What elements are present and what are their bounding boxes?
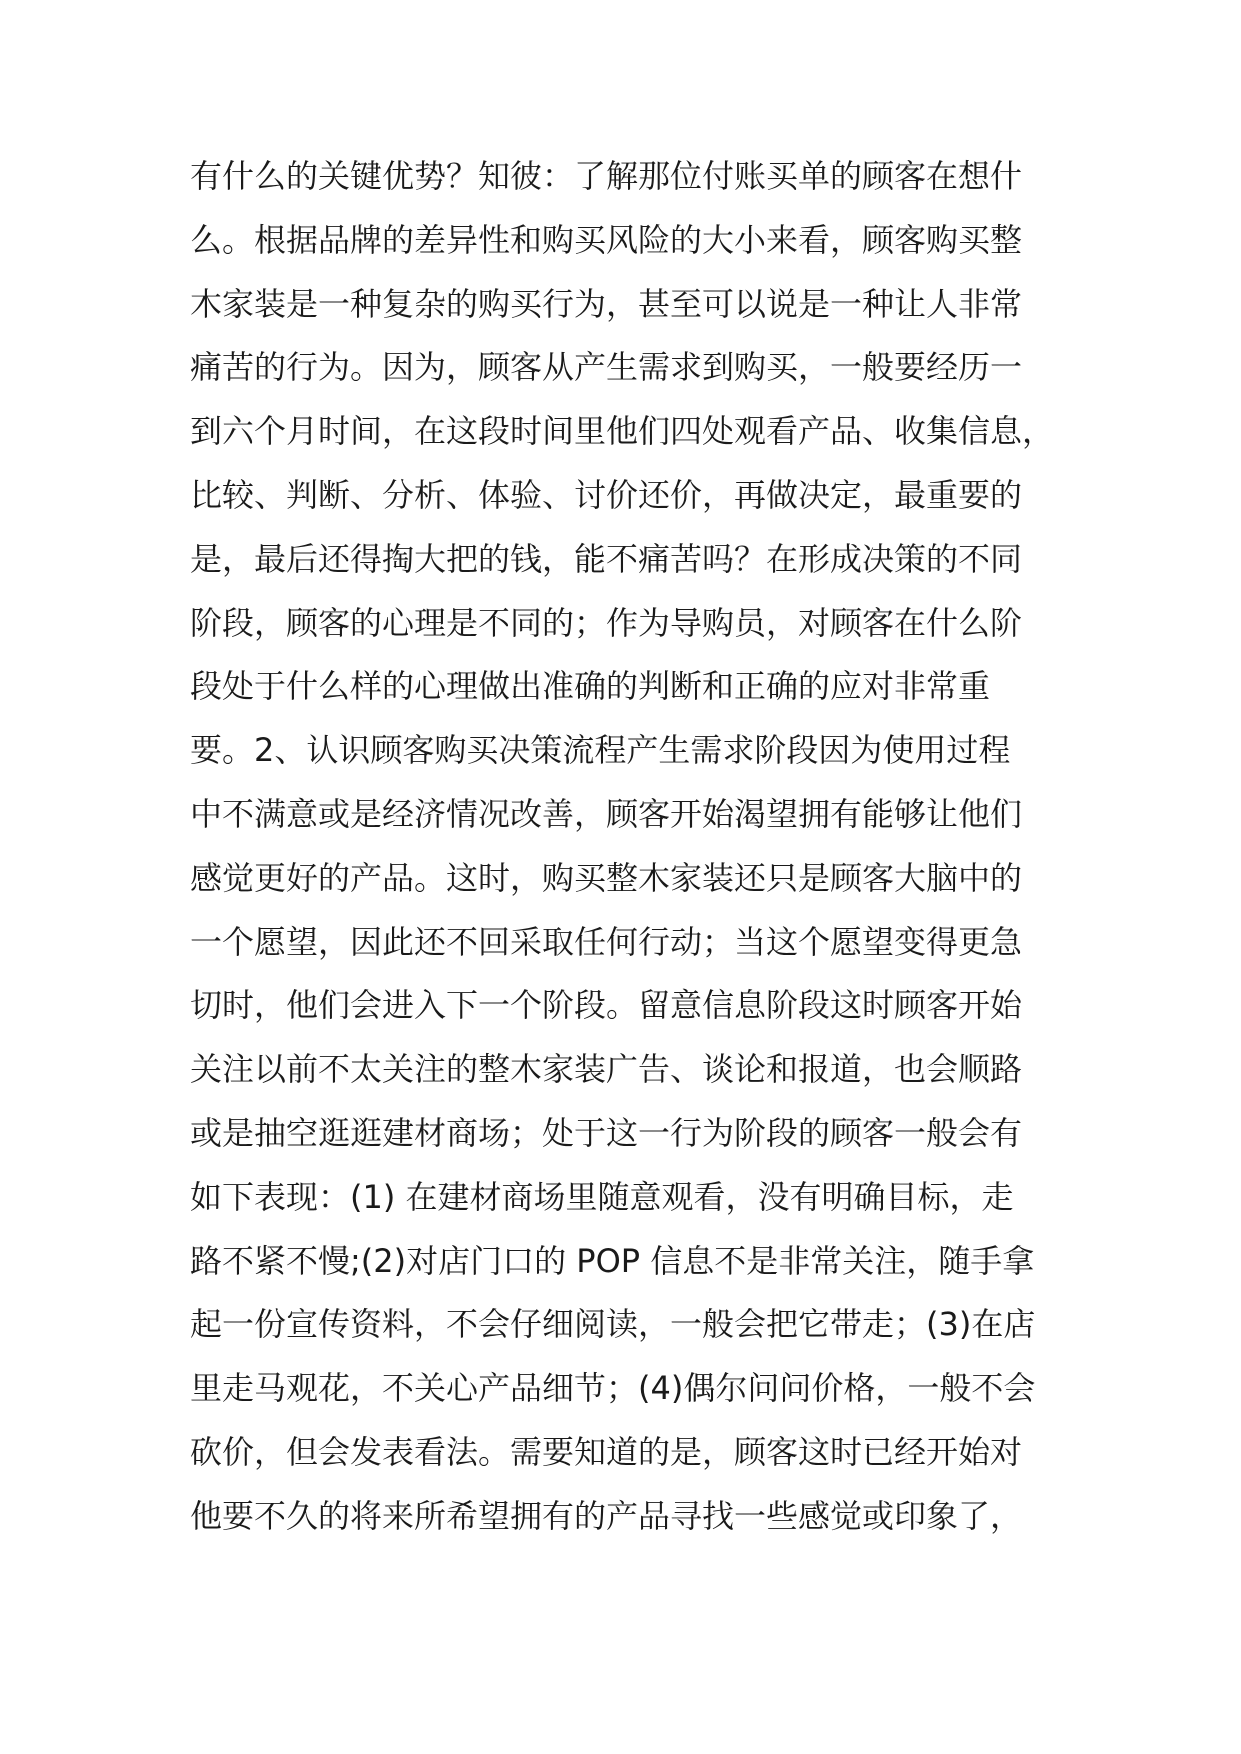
text-line: 有什么的关键优势？知彼：了解那位付账买单的顾客在想什 [190, 157, 1023, 195]
text-line: 是，最后还得掏大把的钱，能不痛苦吗？在形成决策的不同 [190, 539, 1023, 578]
text-line: 要。2、认识顾客购买决策流程产生需求阶段因为使用过程 [190, 731, 1011, 770]
text-line: 里走马观花，不关心产品细节；(4)偶尔问问价格，一般不会 [190, 1369, 1036, 1408]
text-line: 木家装是一种复杂的购买行为，甚至可以说是一种让人非常 [190, 284, 1023, 323]
text-line: 感觉更好的产品。这时，购买整木家装还只是顾客大脑中的 [190, 858, 1023, 897]
text-line: 阶段，顾客的心理是不同的；作为导购员，对顾客在什么阶 [190, 603, 1023, 642]
text-line: 到六个月时间，在这段时间里他们四处观看产品、收集信息， [190, 412, 1055, 451]
text-line: 切时，他们会进入下一个阶段。留意信息阶段这时顾客开始 [190, 986, 1023, 1025]
text-line: 一个愿望，因此还不回采取任何行动；当这个愿望变得更急 [190, 922, 1023, 961]
text-line: 段处于什么样的心理做出准确的判断和正确的应对非常重 [190, 667, 991, 706]
text-line: 痛苦的行为。因为，顾客从产生需求到购买，一般要经历一 [190, 348, 1023, 387]
text-line: 如下表现：(1) 在建材商场里随意观看，没有明确目标，走 [190, 1177, 1014, 1216]
text-line: 起一份宣传资料，不会仔细阅读，一般会把它带走；(3)在店 [190, 1305, 1036, 1344]
text-line: 比较、判断、分析、体验、讨价还价，再做决定，最重要的 [190, 475, 1023, 514]
text-line: 中不满意或是经济情况改善，顾客开始渴望拥有能够让他们 [190, 794, 1023, 833]
text-line: 或是抽空逛逛建材商场；处于这一行为阶段的顾客一般会有 [190, 1113, 1023, 1152]
body-text [190, 145, 1070, 1549]
text-line: 关注以前不太关注的整木家装广告、谈论和报道，也会顺路 [190, 1050, 1023, 1089]
text-line: 路不紧不慢;(2)对店门口的 POP 信息不是非常关注，随手拿 [190, 1241, 1035, 1280]
text-line: 他要不久的将来所希望拥有的产品寻找一些感觉或印象了， [190, 1496, 1023, 1535]
text-line: 么。根据品牌的差异性和购买风险的大小来看，顾客购买整 [190, 220, 1023, 259]
text-line: 砍价，但会发表看法。需要知道的是，顾客这时已经开始对 [190, 1432, 1023, 1471]
